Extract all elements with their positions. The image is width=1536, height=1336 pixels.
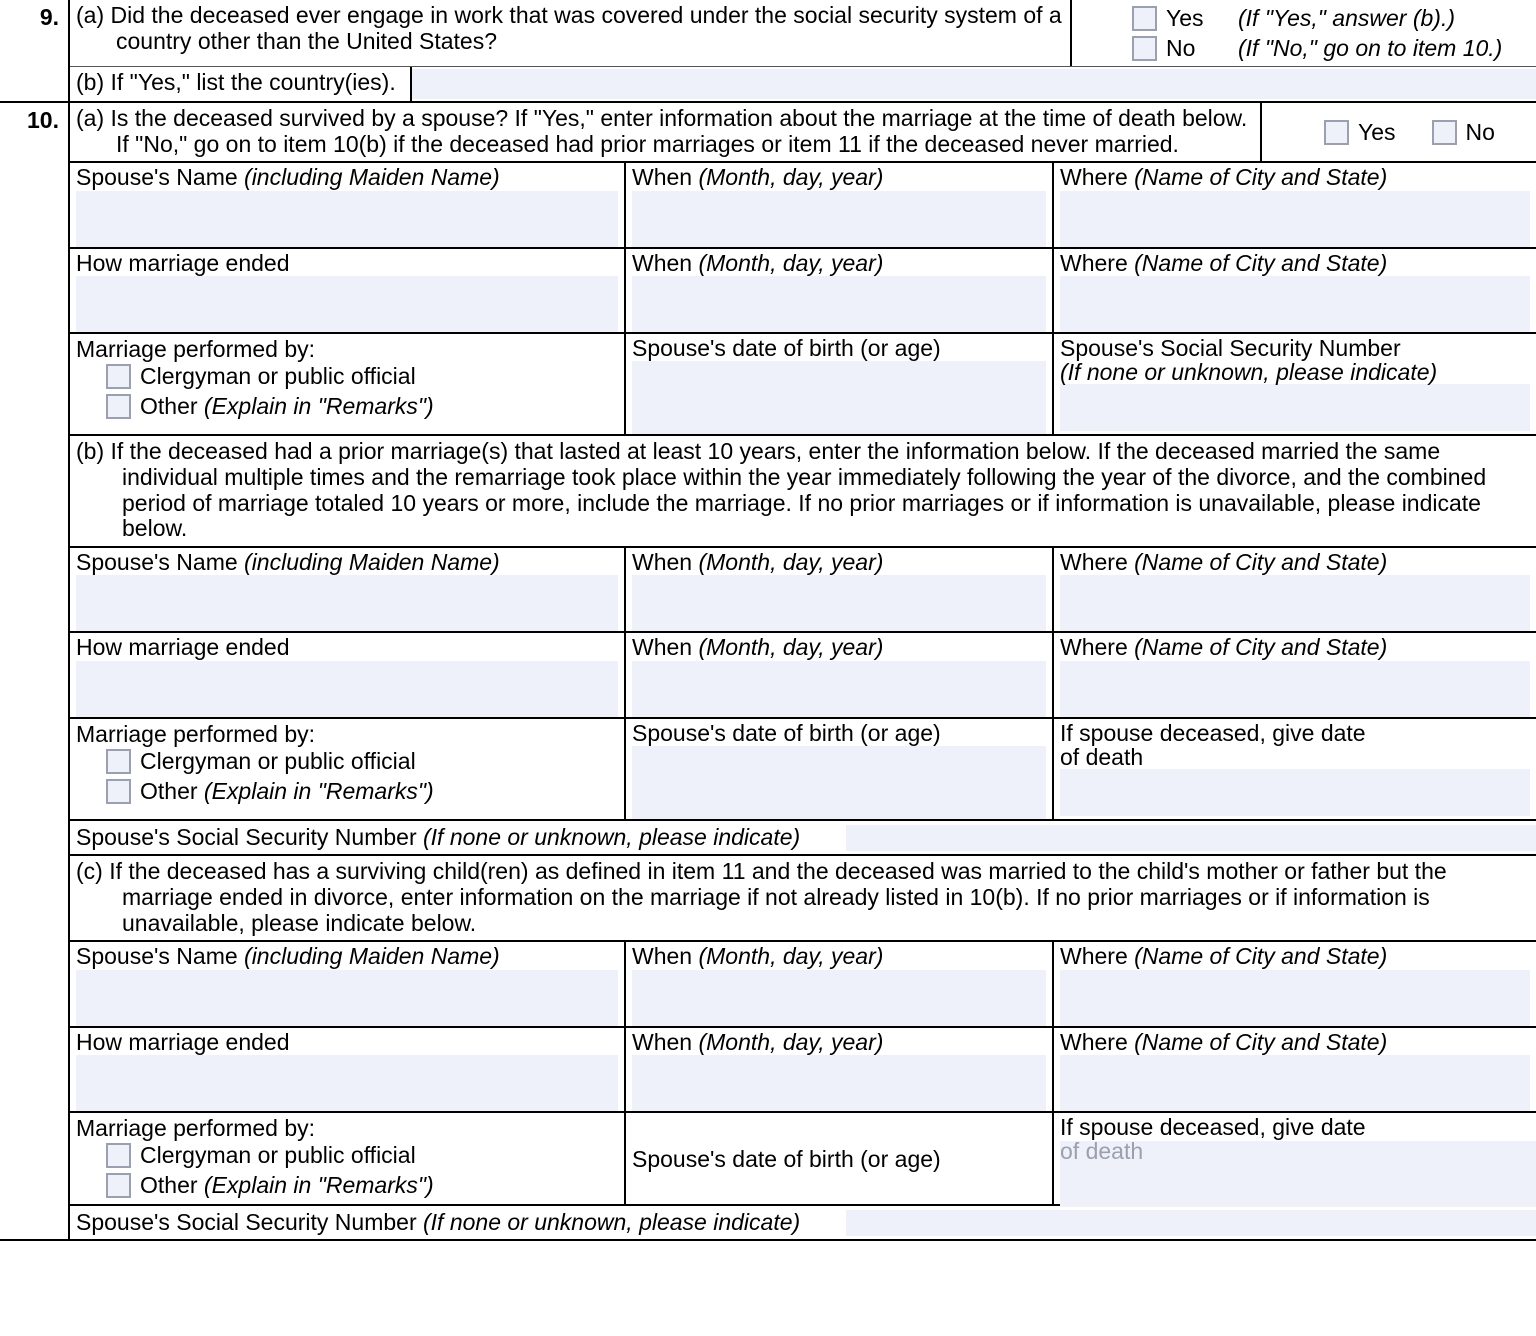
label-spouse-dob: Spouse's date of birth (or age)	[632, 334, 941, 361]
cell-spouse-dob	[624, 334, 1052, 434]
cell-spouse-name-b	[70, 548, 624, 631]
item-9a-question	[70, 0, 1070, 59]
label-when-note: (Month, day, year)	[698, 164, 884, 191]
label-spouse-name: Spouse's Name	[76, 164, 238, 191]
checkbox-other-c[interactable]	[106, 1173, 131, 1198]
input-spouse-name-c[interactable]	[76, 970, 618, 1026]
cell-where-ended-c	[1052, 1028, 1536, 1111]
item-10	[0, 101, 1536, 1239]
input-how-ended-b[interactable]	[76, 661, 618, 717]
label-ssn-row-c: Spouse's Social Security Number	[76, 1209, 417, 1236]
item-10b-question	[70, 436, 1536, 546]
label-clergyman: Clergyman or public official	[140, 363, 416, 390]
input-spouse-name[interactable]	[76, 191, 618, 247]
label-where-ended-note: (Name of City and State)	[1134, 249, 1388, 276]
label-of-death-c: of death	[1060, 1138, 1144, 1165]
checkbox-other-b[interactable]	[106, 779, 131, 804]
label-other-c-note: (Explain in "Remarks")	[203, 1172, 434, 1199]
label-where-ended-b-note: (Name of City and State)	[1134, 634, 1388, 661]
label-spouse-dob-b: Spouse's date of birth (or age)	[632, 719, 941, 746]
checkbox-clergyman-b[interactable]	[106, 749, 131, 774]
cell-performed-by-c	[70, 1113, 624, 1204]
label-where-ended-c: Where	[1060, 1028, 1128, 1055]
item-10-number: 10.	[0, 103, 68, 1239]
input-ssn-row-b[interactable]	[846, 825, 1536, 851]
item-9a-no-row	[1132, 34, 1536, 64]
label-ssn-row-b-note: (If none or unknown, please indicate)	[423, 824, 801, 851]
item-9a-text: Did the deceased ever engage in work that was covered under the social security system of a country other than the United States?	[110, 2, 1062, 54]
marriage-row-10c-performed	[70, 1111, 1536, 1204]
input-spouse-ssn[interactable]	[1060, 384, 1530, 431]
ssn-row-c-field-wrap	[806, 1210, 1536, 1236]
item-10a-row	[70, 103, 1536, 162]
label-where-ended: Where	[1060, 249, 1128, 276]
item-9b-field-wrap	[410, 67, 1536, 101]
label-performed-by-c: Marriage performed by:	[76, 1114, 316, 1141]
label-spouse-deceased-b: If spouse deceased, give date	[1060, 719, 1366, 746]
item-9a-row	[70, 0, 1536, 66]
label-how-ended-b: How marriage ended	[76, 634, 290, 661]
label-ssn-row-b: Spouse's Social Security Number	[76, 824, 417, 851]
label-when-b: When	[632, 549, 693, 576]
item-9b-question	[70, 67, 410, 100]
label-how-ended-c: How marriage ended	[76, 1028, 290, 1055]
item-10c-text: If the deceased has a surviving child(ren) as defined in item 11 and the deceased was married to the child's mother or father but the marriage ended in divorce, enter information on the marriage if not already listed in 10(b). If no prior marriages or if information is unavailable, please indicate below.	[109, 858, 1447, 936]
label-clergyman-b: Clergyman or public official	[140, 748, 416, 775]
cell-spouse-dob-c	[624, 1113, 1052, 1204]
item-9a-no-label: No	[1166, 34, 1196, 61]
item-9b-row	[70, 67, 1536, 101]
label-how-ended: How marriage ended	[76, 249, 290, 276]
label-when-ended-b: When	[632, 634, 693, 661]
item-10c-label: (c)	[76, 858, 103, 885]
item-9b-label: (b)	[76, 69, 105, 96]
item-10a-label: (a)	[76, 104, 105, 131]
label-of-death-b: of death	[1060, 743, 1144, 770]
cell-performed-by-b	[70, 719, 624, 819]
cell-where-c	[1052, 942, 1536, 1025]
item-10a-text: Is the deceased survived by a spouse? If "Yes," enter information about the marriage at the time of death below. If "No," go on to item 10(b) if the deceased had prior marriages or item 11 if the deceased never married.	[110, 104, 1248, 157]
checkbox-10a-yes[interactable]	[1324, 120, 1349, 145]
label-performed-by: Marriage performed by:	[76, 335, 316, 362]
cell-where-ended-b	[1052, 633, 1536, 716]
label-clergyman-c: Clergyman or public official	[140, 1142, 416, 1169]
input-when-c[interactable]	[632, 970, 1046, 1026]
label-spouse-deceased-c: If spouse deceased, give date	[1060, 1113, 1366, 1140]
input-spouse-dob-b[interactable]	[632, 746, 1046, 819]
label-when-ended-note: (Month, day, year)	[698, 249, 884, 276]
label-when: When	[632, 164, 693, 191]
label-where: Where	[1060, 164, 1128, 191]
item-10b-text: If the deceased had a prior marriage(s) that lasted at least 10 years, enter the information below. If the deceased married the same individual multiple times and the remarriage took place within the year immediately following the year of the divorce, and the combined period of marriage totaled 10 years or more, include the marriage. If no prior marriages or if information is unavailable, please indicate below.	[110, 438, 1487, 542]
option-clergyman-c[interactable]	[76, 1141, 618, 1171]
label-spouse-name-c-note: (including Maiden Name)	[244, 943, 500, 970]
marriage-row-10c-name	[70, 940, 1536, 1025]
cell-when-b	[624, 548, 1052, 631]
label-when-c: When	[632, 943, 693, 970]
label-where-ended-c-note: (Name of City and State)	[1134, 1028, 1388, 1055]
cell-where	[1052, 163, 1536, 246]
label-other-b-note: (Explain in "Remarks")	[203, 778, 434, 805]
label-where-c: Where	[1060, 943, 1128, 970]
checkbox-other[interactable]	[106, 394, 131, 419]
label-spouse-name-note: (including Maiden Name)	[244, 164, 500, 191]
label-spouse-name-c: Spouse's Name	[76, 943, 238, 970]
cell-how-ended-b	[70, 633, 624, 716]
label-when-ended: When	[632, 249, 693, 276]
cell-date-of-death-b	[1052, 719, 1536, 819]
label-other-b: Other	[140, 778, 198, 805]
input-when-ended-b[interactable]	[632, 661, 1046, 717]
input-when-ended-c[interactable]	[632, 1055, 1046, 1111]
input-ssn-row-c[interactable]	[846, 1210, 1536, 1236]
input-when[interactable]	[632, 191, 1046, 247]
input-where[interactable]	[1060, 191, 1530, 247]
marriage-row-10c-ended	[70, 1026, 1536, 1111]
item-9a-no-note: (If "No," go on to item 10.)	[1238, 34, 1503, 61]
item-9b-text: If "Yes," list the country(ies).	[110, 69, 396, 96]
input-when-ended[interactable]	[632, 276, 1046, 332]
input-where-ended[interactable]	[1060, 276, 1530, 332]
item-10b-label: (b)	[76, 438, 105, 465]
label-performed-by-b: Marriage performed by:	[76, 720, 316, 747]
marriage-row-10a-ended	[70, 247, 1536, 332]
label-where-ended-b: Where	[1060, 634, 1128, 661]
option-clergyman[interactable]	[76, 362, 618, 392]
label-where-b: Where	[1060, 549, 1128, 576]
input-where-b[interactable]	[1060, 575, 1530, 631]
marriage-row-10a-name	[70, 161, 1536, 246]
label-where-b-note: (Name of City and State)	[1134, 549, 1388, 576]
marriage-row-10b-performed	[70, 717, 1536, 819]
label-where-c-note: (Name of City and State)	[1134, 943, 1388, 970]
label-when-ended-b-note: (Month, day, year)	[698, 634, 884, 661]
cell-when-ended	[624, 249, 1052, 332]
label-when-ended-c-note: (Month, day, year)	[698, 1028, 884, 1055]
option-other[interactable]	[76, 392, 618, 422]
input-where-ended-b[interactable]	[1060, 661, 1530, 717]
checkbox-9a-no[interactable]	[1132, 36, 1157, 61]
input-where-c[interactable]	[1060, 970, 1530, 1026]
item-9a-yesno-group	[1070, 0, 1536, 66]
input-spouse-dob[interactable]	[632, 361, 1046, 434]
input-date-of-death-b[interactable]	[1060, 769, 1530, 816]
cell-where-b	[1052, 548, 1536, 631]
ssn-row-b	[70, 819, 1536, 854]
checkbox-clergyman-c[interactable]	[106, 1143, 131, 1168]
cell-date-of-death-c	[1052, 1113, 1536, 1204]
marriage-row-10b-name	[70, 546, 1536, 631]
item-10b-row	[70, 434, 1536, 546]
label-when-c-note: (Month, day, year)	[698, 943, 884, 970]
item-9b-country-input[interactable]	[412, 69, 1536, 99]
item-10a-yes-label: Yes	[1358, 118, 1396, 145]
label-spouse-ssn: Spouse's Social Security Number	[1060, 334, 1401, 361]
item-9-number: 9.	[0, 0, 68, 101]
input-where-ended-c[interactable]	[1060, 1055, 1530, 1111]
item-9a-yes-label: Yes	[1166, 5, 1204, 31]
cell-spouse-name	[70, 163, 624, 246]
cell-spouse-ssn	[1052, 334, 1536, 434]
label-spouse-dob-c: Spouse's date of birth (or age)	[632, 1145, 941, 1172]
label-spouse-ssn-note: (If none or unknown, please indicate)	[1060, 359, 1438, 386]
item-9a-yes-note: (If "Yes," answer (b).)	[1238, 5, 1455, 31]
marriage-row-10a-performed	[70, 332, 1536, 434]
cell-where-ended	[1052, 249, 1536, 332]
option-other-b[interactable]	[76, 777, 618, 807]
ssn-row-b-field-wrap	[806, 825, 1536, 851]
cell-how-ended	[70, 249, 624, 332]
page-bottom-rule	[0, 1239, 1536, 1241]
cell-when-ended-b	[624, 633, 1052, 716]
input-spouse-name-b[interactable]	[76, 575, 618, 631]
cell-spouse-name-c	[70, 942, 624, 1025]
input-how-ended-c[interactable]	[76, 1055, 618, 1111]
cell-how-ended-c	[70, 1028, 624, 1111]
ssn-row-c	[70, 1204, 1536, 1239]
cell-when-ended-c	[624, 1028, 1052, 1111]
label-when-b-note: (Month, day, year)	[698, 549, 884, 576]
option-clergyman-b[interactable]	[76, 747, 618, 777]
item-10a-no-label: No	[1465, 118, 1495, 145]
input-when-b[interactable]	[632, 575, 1046, 631]
item-10a-question	[70, 103, 1260, 162]
option-other-c[interactable]	[76, 1171, 618, 1201]
cell-when	[624, 163, 1052, 246]
input-how-ended[interactable]	[76, 276, 618, 332]
label-other-note: (Explain in "Remarks")	[203, 393, 434, 420]
item-10c-row	[70, 854, 1536, 940]
item-9a-yes-row	[1132, 4, 1536, 34]
marriage-row-10b-ended	[70, 631, 1536, 716]
label-ssn-row-c-note: (If none or unknown, please indicate)	[423, 1209, 801, 1236]
label-spouse-name-b-note: (including Maiden Name)	[244, 549, 500, 576]
label-other: Other	[140, 393, 198, 420]
item-10c-question	[70, 856, 1536, 940]
label-where-note: (Name of City and State)	[1134, 164, 1388, 191]
checkbox-clergyman[interactable]	[106, 364, 131, 389]
label-other-c: Other	[140, 1172, 198, 1199]
cell-when-c	[624, 942, 1052, 1025]
label-spouse-name-b: Spouse's Name	[76, 549, 238, 576]
item-9a-label: (a)	[76, 2, 105, 28]
item-10a-yesno-group	[1260, 103, 1536, 162]
checkbox-9a-yes[interactable]	[1132, 6, 1157, 31]
label-when-ended-c: When	[632, 1028, 693, 1055]
item-9	[0, 0, 1536, 101]
cell-performed-by	[70, 334, 624, 434]
cell-spouse-dob-b	[624, 719, 1052, 819]
checkbox-10a-no[interactable]	[1432, 120, 1457, 145]
